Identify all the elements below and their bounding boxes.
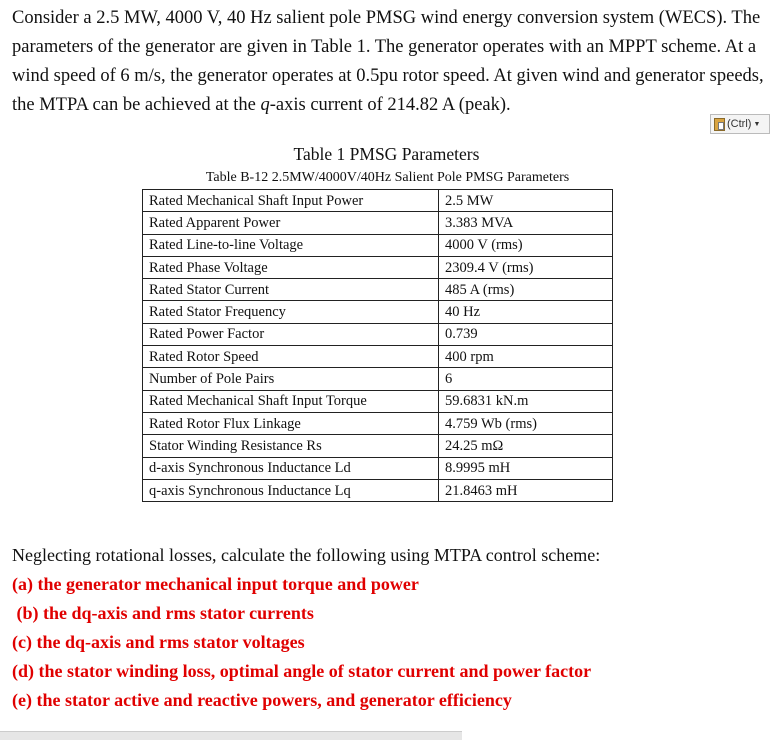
param-name: Rated Apparent Power xyxy=(143,212,439,234)
param-value: 8.9995 mH xyxy=(439,457,613,479)
question-b: (b) the dq-axis and rms stator currents xyxy=(12,603,314,623)
table-row xyxy=(143,212,613,234)
table-row xyxy=(143,301,613,323)
param-name: Rated Rotor Flux Linkage xyxy=(143,412,439,434)
param-value: 6 xyxy=(439,368,613,390)
table-row xyxy=(143,190,613,212)
param-value: 0.739 xyxy=(439,323,613,345)
problem-statement xyxy=(12,4,767,120)
questions xyxy=(12,541,600,715)
table-row xyxy=(143,234,613,256)
table-row xyxy=(143,435,613,457)
question-c: (c) the dq-axis and rms stator voltages xyxy=(12,632,305,652)
table-row xyxy=(143,368,613,390)
param-name: Rated Phase Voltage xyxy=(143,256,439,278)
table-row xyxy=(143,279,613,301)
table-subtitle: Table B-12 2.5MW/4000V/40Hz Salient Pole PMSG Parameters xyxy=(205,170,570,185)
q-italic: q xyxy=(260,95,270,115)
chevron-down-icon: ▼ xyxy=(753,120,761,128)
param-name: d-axis Synchronous Inductance Ld xyxy=(143,457,439,479)
param-value: 21.8463 mH xyxy=(439,479,613,501)
intro-text-end: -axis current of 214.82 A (peak). xyxy=(269,95,511,115)
param-name: Rated Rotor Speed xyxy=(143,346,439,368)
table-row xyxy=(143,479,613,501)
param-name: q-axis Synchronous Inductance Lq xyxy=(143,479,439,501)
param-name: Stator Winding Resistance Rs xyxy=(143,435,439,457)
param-name: Number of Pole Pairs xyxy=(143,368,439,390)
param-name: Rated Stator Current xyxy=(143,279,439,301)
param-value: 4.759 Wb (rms) xyxy=(439,412,613,434)
param-name: Rated Power Factor xyxy=(143,323,439,345)
param-value: 40 Hz xyxy=(439,301,613,323)
param-name: Rated Line-to-line Voltage xyxy=(143,234,439,256)
param-value: 4000 V (rms) xyxy=(439,234,613,256)
table-row xyxy=(143,390,613,412)
table-title: Table 1 PMSG Parameters xyxy=(293,144,480,164)
questions-lead: Neglecting rotational losses, calculate the following using MTPA control scheme: xyxy=(12,545,601,565)
param-name: Rated Stator Frequency xyxy=(143,301,439,323)
param-value: 24.25 mΩ xyxy=(439,435,613,457)
param-value: 485 A (rms) xyxy=(439,279,613,301)
table-row xyxy=(143,412,613,434)
question-e: (e) the stator active and reactive powers, and generator efficiency xyxy=(12,690,512,710)
param-name: Rated Mechanical Shaft Input Torque xyxy=(143,390,439,412)
table-row xyxy=(143,346,613,368)
question-a: (a) the generator mechanical input torque and power xyxy=(12,574,419,594)
intro-text: Consider a 2.5 MW, 4000 V, 40 Hz salient pole PMSG wind energy conversion system (WECS). The parameters of the generator are given in Table 1. The generator operates with an MPPT scheme. At a wind speed of 6 m/s, the generator operates at 0.5pu rotor speed. At given wind and generator speeds, the MTPA can be achieved at the xyxy=(12,8,764,115)
table-row xyxy=(143,323,613,345)
param-value: 2.5 MW xyxy=(439,190,613,212)
parameter-table xyxy=(142,189,613,502)
param-value: 59.6831 kN.m xyxy=(439,390,613,412)
paste-options-button[interactable] xyxy=(710,114,770,134)
table-row xyxy=(143,457,613,479)
table-row xyxy=(143,256,613,278)
param-value: 400 rpm xyxy=(439,346,613,368)
param-value: 3.383 MVA xyxy=(439,212,613,234)
question-d: (d) the stator winding loss, optimal angle of stator current and power factor xyxy=(12,661,592,681)
param-name: Rated Mechanical Shaft Input Power xyxy=(143,190,439,212)
clipboard-icon xyxy=(714,118,725,131)
param-value: 2309.4 V (rms) xyxy=(439,256,613,278)
paste-options-label: (Ctrl) xyxy=(727,118,752,130)
